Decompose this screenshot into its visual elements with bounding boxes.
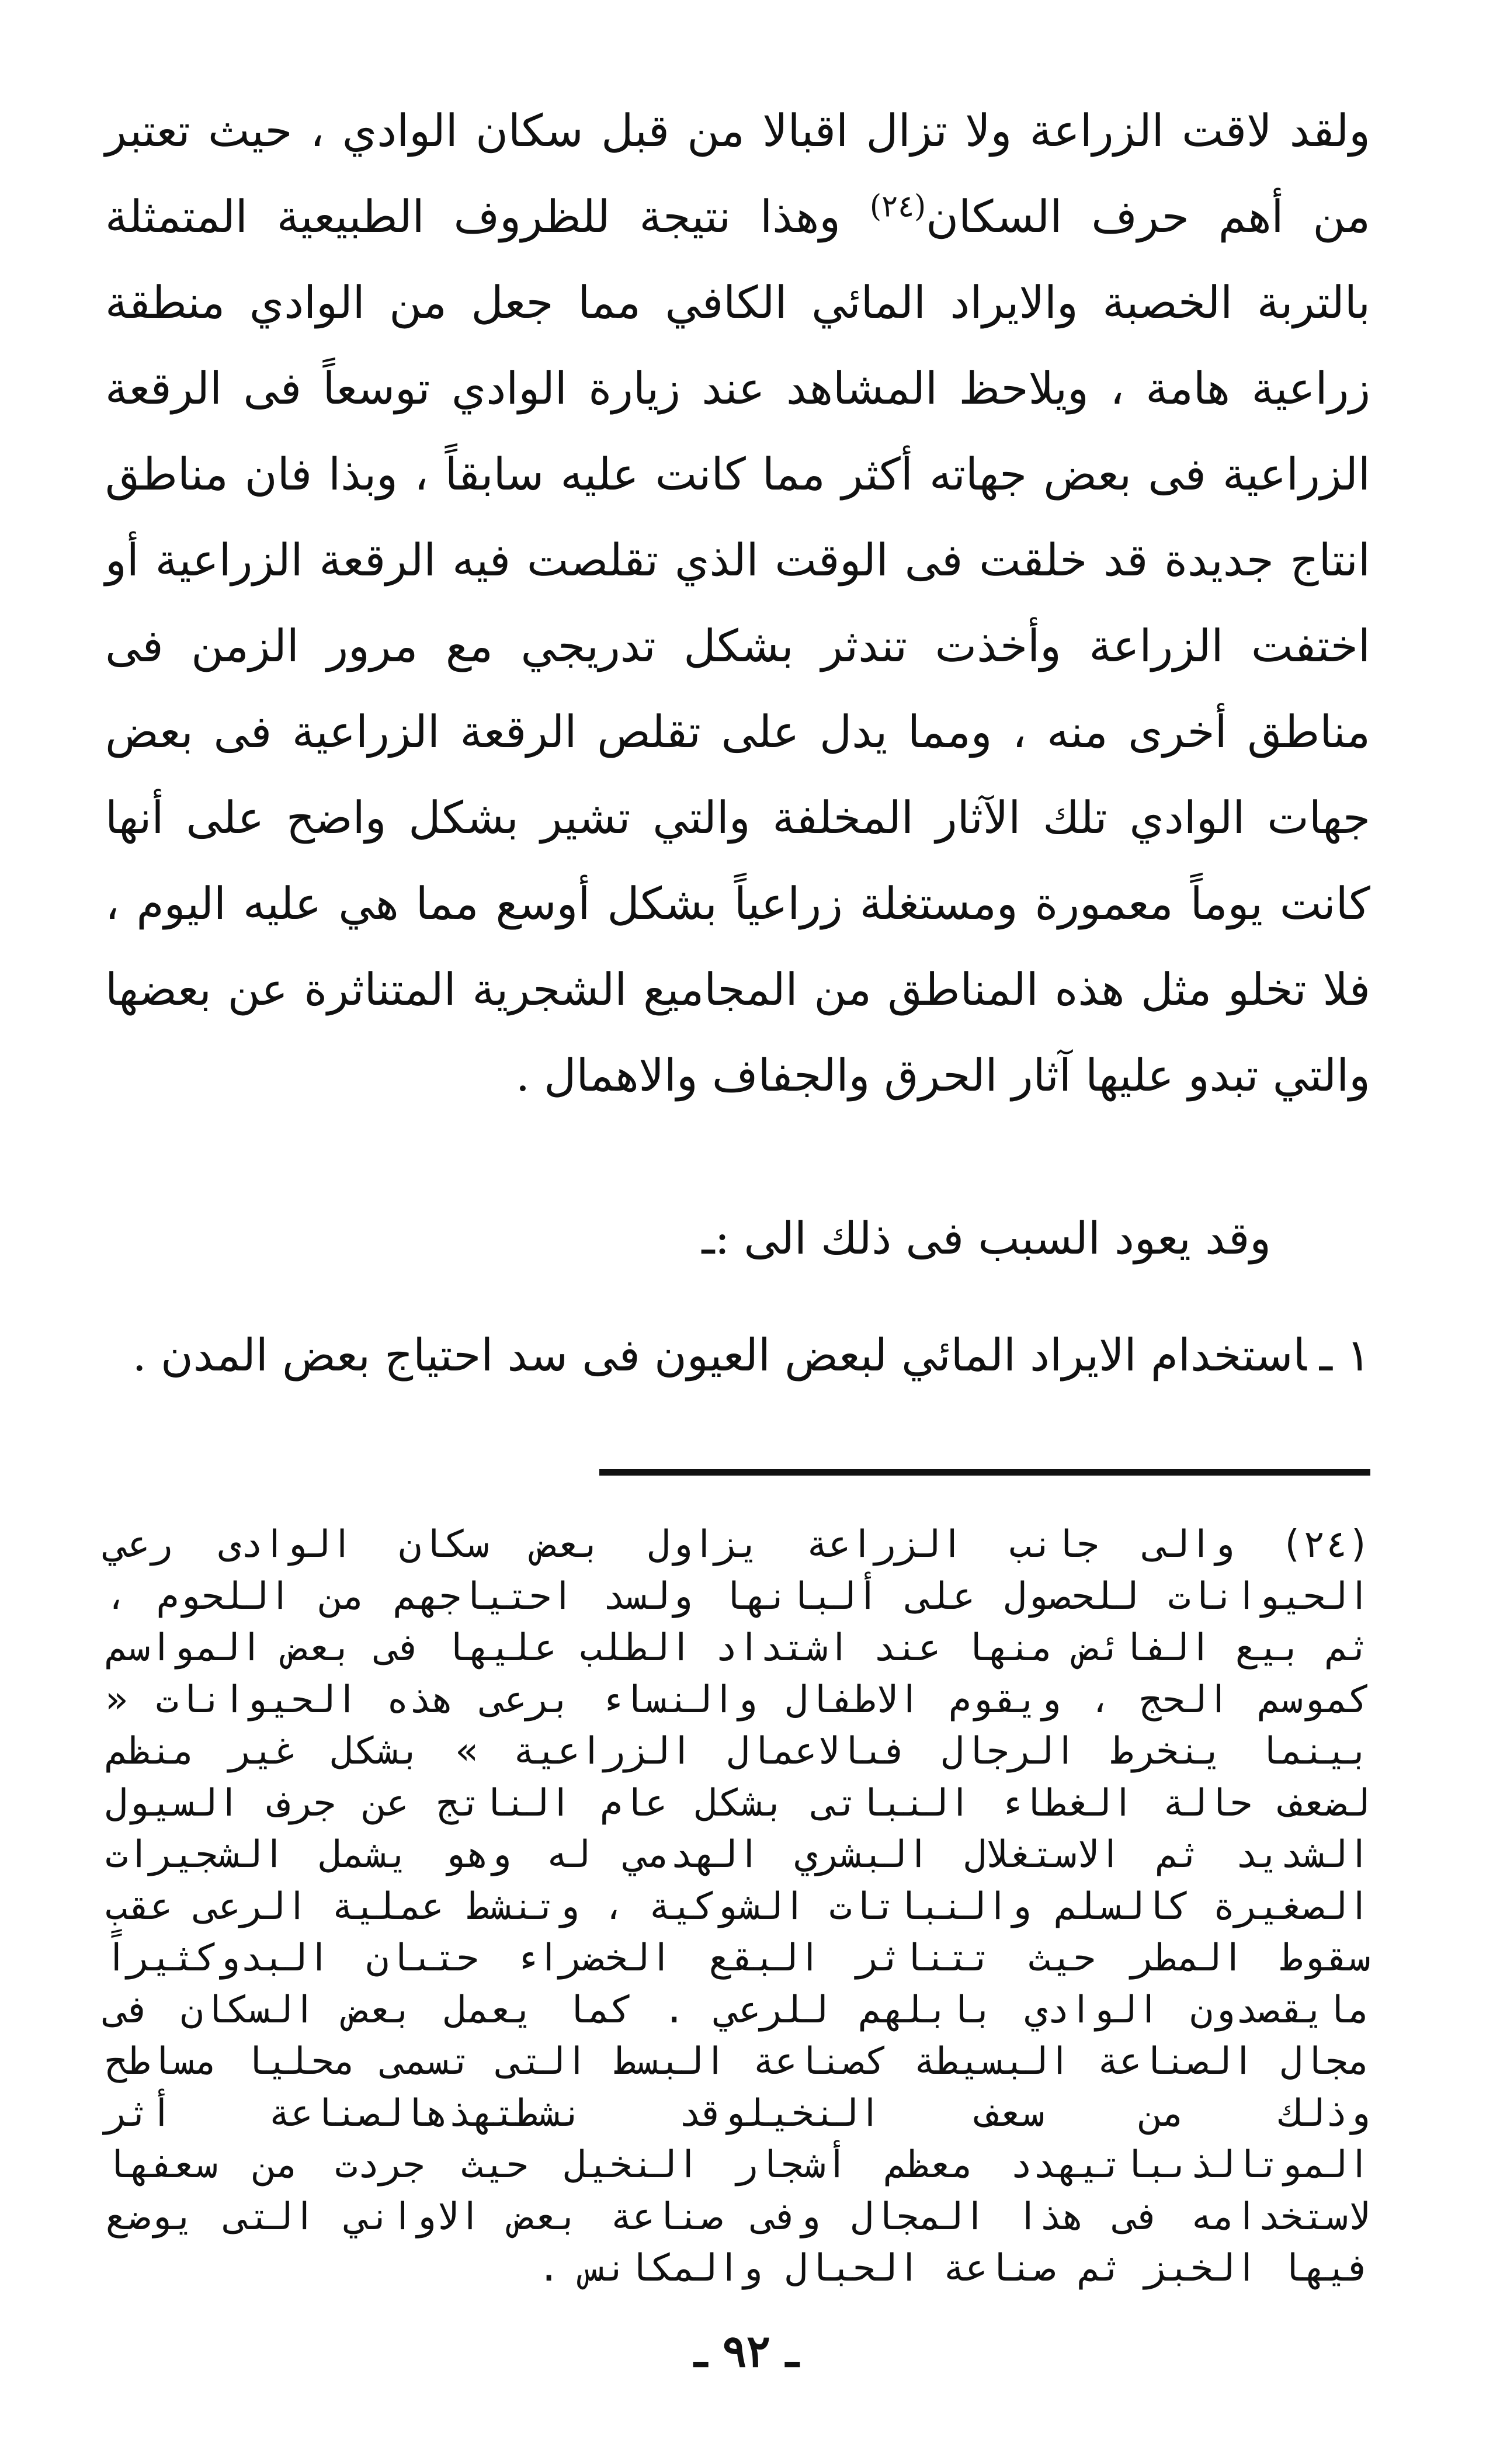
cause-item-text: استخدام الايراد المائي لبعض العيون فى سد احتياج بعض المدن . (132, 1329, 1307, 1381)
main-paragraph-part1: ولقد لاقت الزراعة ولا تزال اقبالا من قبل سكان الوادي ، حيث تعتبر من أهم حرف السكان (105, 105, 1370, 242)
footnote-divider (599, 1469, 1370, 1476)
footnote (105, 1519, 1370, 2295)
cause-item (105, 1320, 1370, 1390)
main-paragraph-part2: وهذا نتيجة للظروف الطبيعية المتمثلة بالتربة الخصبة والايراد المائي الكافي مما جعل من الوادي منطقة زراعية هامة ، ويلاحظ المشاهد عند زيارة الوادي توسعاً فى الرقعة الزراعية فى بعض جهاته أكثر مما كانت عليه سابقاً ، وبذا فان مناطق انتاج جديدة قد خلقت فى الوقت الذي تقلصت فيه الرقعة الزراعية أو اختفت الزراعة وأخذت تندثر بشكل تدريجي مع مرور الزمن فى مناطق أخرى منه ، ومما يدل على تقلص الرقعة الزراعية فى بعض جهات الوادي تلك الآثار المخلفة والتي تشير بشكل واضح على أنها كانت يوماً معمورة ومستغلة زراعياً بشكل أوسع مما هي عليه اليوم ، فلا تخلو مثل هذه المناطق من المجاميع الشجرية المتناثرة عن بعضها والتي تبدو عليها آثار الحرق والجفاف والاهمال . (105, 190, 1370, 1101)
footnote-reference: (٢٤) (869, 189, 926, 224)
footnote-text: والى جانب الزراعة يزاول بعض سكان الوادى رعي الحيوانات للحصول على ألبانها ولسد احتياجهم من اللحوم ، ثم بيع الفائض منها عند اشتداد الطلب عليها فى بعض المواسم كموسم الحج ، ويقوم الاطفال والنساء برعى هذه الحيوانات « بينما ينخرط الرجال فىالاعمال الزراعية » بشكل غير منظم لضعف حالة الغطاء النباتى بشكل عام الناتج عن جرف السيول الشديد ثم الاستغلال البشري الهدمي له وهو يشمل الشجيرات الصغيرة كالسلم والنباتات الشوكية ، وتنشط عملية الرعى عقب سقوط المطر حيث تتناثر البقع الخضراء حتىان البدوكثيراً مايقصدون الوادي بابلهم للرعي . كما يعمل بعض السكان فى مجال الصناعة البسيطة كصناعة البسط التى تسمى محليا مساطح وذلك من سعف النخيلوقد نشطتهذهالصناعة أثر الموتالذىباتيهدد معظم أشجار النخيل حيث جردت من سعفها لاستخدامه فى هذا المجال وفى صناعة بعض الاواني التى يوضع فيها الخبز ثم صناعة الحبال والمكانس . (105, 1523, 1370, 2290)
cause-item-number: ١ ـ (1319, 1329, 1370, 1381)
causes-intro: وقد يعود السبب فى ذلك الى :ـ (702, 1212, 1271, 1264)
footnote-marker: (٢٤) (1280, 1523, 1370, 1566)
page-number: ـ ٩٢ ـ (694, 2325, 799, 2377)
main-paragraph (105, 88, 1370, 1118)
